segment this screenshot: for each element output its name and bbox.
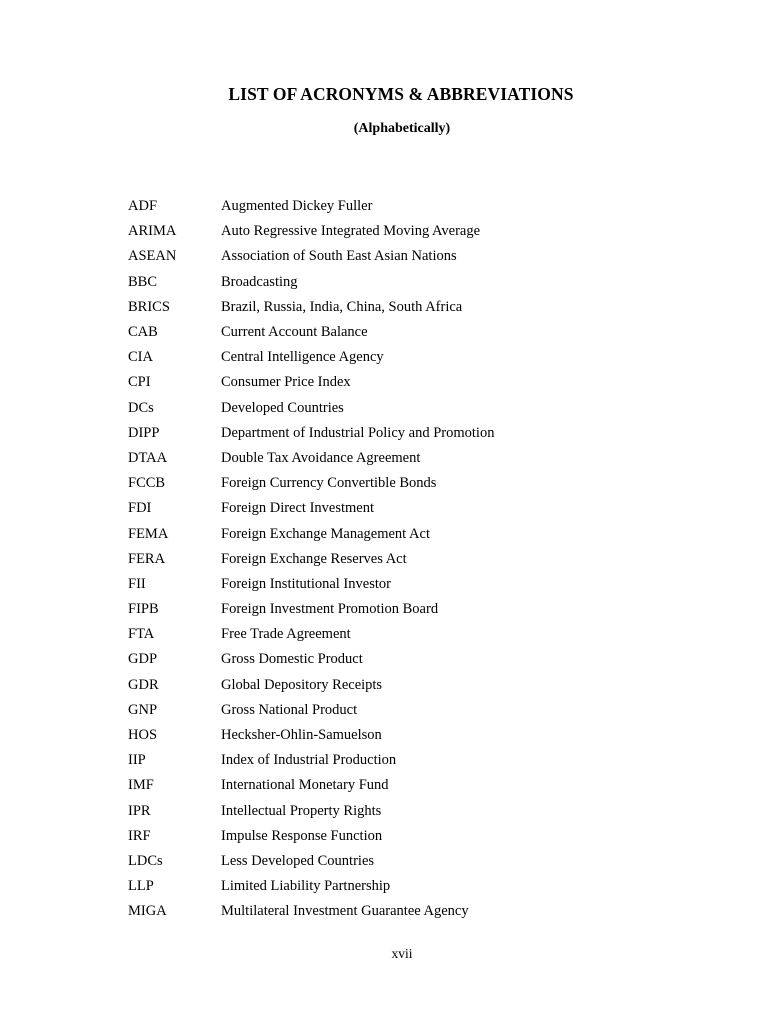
- list-item: [128, 270, 688, 295]
- acronym-term: FDI: [128, 500, 152, 517]
- acronym-term: ADF: [128, 198, 158, 215]
- acronym-term: BBC: [128, 273, 158, 290]
- list-item: [128, 597, 688, 622]
- acronym-definition: Index of Industrial Production: [221, 752, 397, 769]
- acronym-term: FII: [128, 575, 146, 592]
- acronym-definition: Foreign Institutional Investor: [221, 575, 391, 592]
- acronym-term: FCCB: [128, 475, 166, 492]
- acronym-term: FIPB: [128, 601, 159, 618]
- acronym-definition: Foreign Currency Convertible Bonds: [221, 475, 437, 492]
- acronym-term: FTA: [128, 626, 155, 643]
- acronym-definition: Limited Liability Partnership: [221, 878, 391, 895]
- page-number: xvii: [391, 946, 413, 961]
- acronym-term: HOS: [128, 727, 158, 744]
- acronym-definition: Free Trade Agreement: [221, 626, 351, 643]
- acronym-term: DIPP: [128, 424, 160, 441]
- list-item: [128, 572, 688, 597]
- acronym-definition: Association of South East Asian Nations: [221, 248, 457, 265]
- list-item: [128, 799, 688, 824]
- acronym-term: DCs: [128, 399, 154, 416]
- list-item: [128, 396, 688, 421]
- list-item: [128, 370, 688, 395]
- acronym-term: GDP: [128, 651, 158, 668]
- acronym-list: [128, 194, 688, 924]
- page-subtitle: (Alphabetically): [353, 121, 451, 136]
- acronym-term: ARIMA: [128, 223, 177, 240]
- list-item: [128, 244, 688, 269]
- acronym-term: FEMA: [128, 525, 169, 542]
- acronym-definition: Global Depository Receipts: [221, 676, 383, 693]
- list-item: [128, 496, 688, 521]
- acronym-term: GNP: [128, 701, 158, 718]
- acronym-term: LLP: [128, 878, 154, 895]
- acronym-term: CPI: [128, 374, 151, 391]
- list-item: [128, 748, 688, 773]
- acronym-term: CIA: [128, 349, 153, 366]
- acronym-definition: Consumer Price Index: [221, 374, 351, 391]
- acronym-definition: International Monetary Fund: [221, 777, 389, 794]
- list-item: [128, 194, 688, 219]
- list-item: [128, 622, 688, 647]
- list-item: [128, 874, 688, 899]
- list-item: [128, 723, 688, 748]
- acronym-definition: Foreign Investment Promotion Board: [221, 601, 439, 618]
- list-item: [128, 773, 688, 798]
- acronym-definition: Foreign Exchange Reserves Act: [221, 550, 407, 567]
- acronym-definition: Impulse Response Function: [221, 827, 383, 844]
- acronym-term: BRICS: [128, 298, 170, 315]
- acronym-definition: Brazil, Russia, India, China, South Africa: [221, 298, 463, 315]
- acronym-definition: Broadcasting: [221, 273, 298, 290]
- acronym-definition: Auto Regressive Integrated Moving Average: [221, 223, 481, 240]
- acronym-definition: Foreign Direct Investment: [221, 500, 375, 517]
- acronym-term: FERA: [128, 550, 166, 567]
- acronym-definition: Less Developed Countries: [221, 852, 375, 869]
- acronym-definition: Multilateral Investment Guarantee Agency: [221, 903, 469, 920]
- acronym-term: IMF: [128, 777, 154, 794]
- acronym-term: IPR: [128, 802, 151, 819]
- acronym-term: DTAA: [128, 449, 168, 466]
- list-item: [128, 673, 688, 698]
- acronym-definition: Double Tax Avoidance Agreement: [221, 449, 421, 466]
- list-item: [128, 471, 688, 496]
- acronym-definition: Augmented Dickey Fuller: [221, 198, 373, 215]
- acronym-definition: Central Intelligence Agency: [221, 349, 384, 366]
- list-item: [128, 345, 688, 370]
- list-item: [128, 320, 688, 345]
- acronym-definition: Developed Countries: [221, 399, 344, 416]
- list-item: [128, 647, 688, 672]
- acronym-definition: Current Account Balance: [221, 324, 368, 341]
- list-item: [128, 824, 688, 849]
- list-item: [128, 849, 688, 874]
- list-item: [128, 899, 688, 924]
- acronym-definition: Department of Industrial Policy and Promotion: [221, 424, 495, 441]
- list-item: [128, 219, 688, 244]
- page-title: LIST OF ACRONYMS & ABBREVIATIONS: [228, 84, 574, 104]
- acronym-definition: Gross National Product: [221, 701, 358, 718]
- list-item: [128, 295, 688, 320]
- list-item: [128, 421, 688, 446]
- acronym-term: MIGA: [128, 903, 167, 920]
- acronym-term: GDR: [128, 676, 159, 693]
- acronym-definition: Gross Domestic Product: [221, 651, 363, 668]
- acronym-definition: Hecksher-Ohlin-Samuelson: [221, 727, 382, 744]
- acronym-term: IIP: [128, 752, 146, 769]
- acronym-definition: Intellectual Property Rights: [221, 802, 382, 819]
- acronym-definition: Foreign Exchange Management Act: [221, 525, 430, 542]
- acronym-term: LDCs: [128, 852, 163, 869]
- acronym-term: ASEAN: [128, 248, 177, 265]
- list-item: [128, 446, 688, 471]
- acronym-term: CAB: [128, 324, 158, 341]
- list-item: [128, 521, 688, 546]
- list-item: [128, 547, 688, 572]
- acronym-term: IRF: [128, 827, 151, 844]
- list-item: [128, 698, 688, 723]
